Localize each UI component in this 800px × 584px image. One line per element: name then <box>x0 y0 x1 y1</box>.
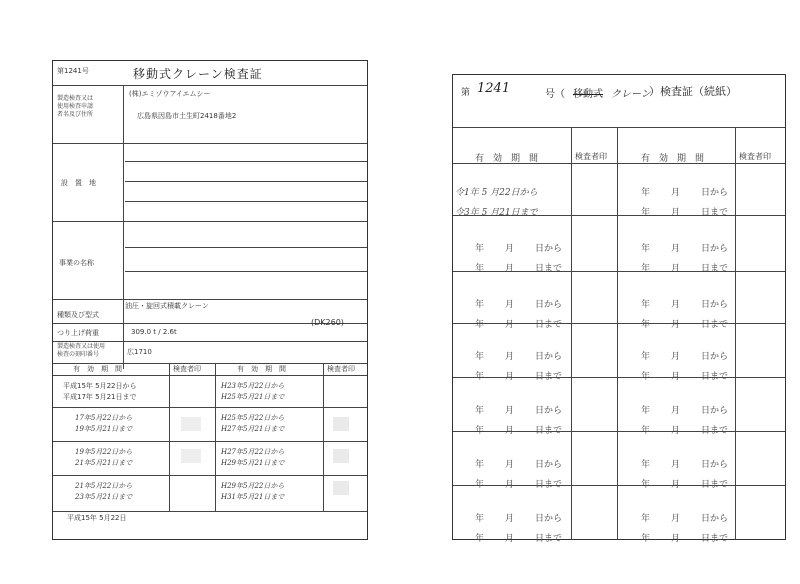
header-mid: 号（ <box>545 89 565 100</box>
inspection-certificate-page <box>52 60 368 540</box>
date-field-label: 月 <box>505 426 515 436</box>
date-field-label: 日から <box>701 300 729 310</box>
date-field-label: 月 <box>671 300 681 310</box>
date-field-label: 年 <box>641 244 651 254</box>
date-field-label: 年 <box>475 244 485 254</box>
date-field-label: 年 <box>641 188 651 198</box>
date-field-label: 年 <box>475 534 485 544</box>
date-field-label: 月 <box>671 264 681 274</box>
date-field-label: 年 <box>641 460 651 470</box>
capacity-label: つり上げ荷重 <box>57 329 99 337</box>
col-stamp-header: 検査者印 <box>575 152 607 161</box>
inspector-stamp <box>333 481 349 495</box>
date-field-label: 月 <box>671 372 681 382</box>
date-field-label: 月 <box>505 244 515 254</box>
date-field-label: 年 <box>475 460 485 470</box>
inspector-stamp <box>181 449 201 463</box>
date-field-label: 月 <box>505 514 515 524</box>
date-field-label: 日まで <box>535 426 563 436</box>
date-field-label: 月 <box>505 300 515 310</box>
date-field-label: 年 <box>641 320 651 330</box>
date-field-label: 年 <box>641 372 651 382</box>
date-field-label: 年 <box>641 534 651 544</box>
date-field-label: 年 <box>475 300 485 310</box>
inspector-stamp <box>333 417 349 431</box>
date-field-label: 日まで <box>701 264 729 274</box>
table-header-stamp-1: 検査者印 <box>173 365 201 373</box>
date-field-label: 日まで <box>535 372 563 382</box>
business-name-label: 事業の名称 <box>59 259 94 267</box>
date-field-label: 月 <box>671 208 681 218</box>
date-field-label: 月 <box>671 426 681 436</box>
inspector-stamp <box>181 417 201 431</box>
validity-row: 19年5月22日から 21年5月21日まで <box>75 448 133 467</box>
capacity-value: 309.0 t / 2.6t <box>131 328 177 336</box>
date-field-label: 日から <box>701 244 729 254</box>
date-field-label: 日から <box>701 188 729 198</box>
date-field-label: 日から <box>535 352 563 362</box>
date-field-label: 月 <box>671 480 681 490</box>
date-field-label: 月 <box>671 188 681 198</box>
table-header-validity-1: 有 効 期 間 <box>73 365 122 373</box>
validity-row: 17年5月22日から 19年5月21日まで <box>75 414 133 433</box>
date-field-label: 月 <box>505 480 515 490</box>
date-field-label: 年 <box>641 300 651 310</box>
date-field-label: 日まで <box>535 264 563 274</box>
validity-row: 平成15年 5月22日から 平成17年 5月21日まで <box>63 382 137 401</box>
date-field-label: 年 <box>641 426 651 436</box>
date-field-label: 年 <box>641 208 651 218</box>
model-code: (DK260) <box>311 318 344 327</box>
date-field-label: 年 <box>641 480 651 490</box>
date-field-label: 月 <box>505 320 515 330</box>
issue-date: 平成15年 5月22日 <box>67 514 127 522</box>
date-field-label: 年 <box>641 406 651 416</box>
date-field-label: 月 <box>671 460 681 470</box>
date-field-label: 日まで <box>701 480 729 490</box>
form-number: 第1241号 <box>57 67 89 75</box>
date-field-label: 月 <box>671 352 681 362</box>
date-field-label: 年 <box>641 352 651 362</box>
date-field-label: 年 <box>475 480 485 490</box>
validity-row: H23年5月22日から H25年5月21日まで <box>221 382 285 401</box>
table-header-validity-2: 有 効 期 間 <box>237 365 286 373</box>
type-label: 種類及び型式 <box>57 311 99 319</box>
date-field-label: 月 <box>505 406 515 416</box>
manufacturer-name: (株)エミゾウアイエムシー <box>129 90 211 98</box>
date-field-label: 年 <box>475 264 485 274</box>
certificate-number: 1241 <box>477 81 511 96</box>
date-field-label: 日まで <box>535 534 563 544</box>
date-field-label: 月 <box>671 534 681 544</box>
date-field-label: 日から <box>535 514 563 524</box>
date-field-label: 日まで <box>701 372 729 382</box>
inspection-number-label: 製造検査又は使用 検査の刻印番号 <box>57 343 106 358</box>
header-suffix: ）検査証（続紙） <box>649 85 737 98</box>
certificate-title: 移動式クレーン検査証 <box>133 67 263 81</box>
inspector-stamp <box>333 449 349 463</box>
date-field-label: 年 <box>475 406 485 416</box>
date-field-label: 月 <box>671 244 681 254</box>
col-validity-header: 有 効 期 間 <box>641 154 705 164</box>
date-field-label: 日から <box>701 514 729 524</box>
date-field-label: 年 <box>641 514 651 524</box>
crossed-out-text: 移動式 <box>573 89 603 100</box>
crane-type: 油圧・旋回式積載クレーン <box>125 302 209 310</box>
date-field-label: 年 <box>475 320 485 330</box>
validity-row: H29年5月22日から H31年5月21日まで <box>221 482 285 501</box>
date-field-label: 日まで <box>701 208 729 218</box>
date-field-label: 月 <box>671 514 681 524</box>
date-field-label: 年 <box>475 426 485 436</box>
date-field-label: 日まで <box>535 320 563 330</box>
date-field-label: 月 <box>505 352 515 362</box>
date-field-label: 年 <box>475 372 485 382</box>
manufacturer-address: 広島県因島市土生町2418番地2 <box>137 112 237 120</box>
date-field-label: 日まで <box>701 320 729 330</box>
date-field-label: 日から <box>535 460 563 470</box>
date-field-label: 年 <box>641 264 651 274</box>
date-field-label: 日から <box>701 352 729 362</box>
date-field-label: 日から <box>701 460 729 470</box>
date-field-label: 月 <box>505 534 515 544</box>
validity-row: H27年5月22日から H29年5月21日まで <box>221 448 285 467</box>
manufacturer-label: 製造検査又は 使用検査申請 者名及び住所 <box>57 95 94 118</box>
date-field-label: 日から <box>535 300 563 310</box>
date-field-label: 月 <box>671 406 681 416</box>
date-field-label: 月 <box>671 320 681 330</box>
date-field-label: 年 <box>475 352 485 362</box>
date-field-label: 月 <box>505 460 515 470</box>
inspection-number-value: 広1710 <box>127 348 152 356</box>
date-field-label: 日から <box>535 406 563 416</box>
validity-row: 21年5月22日から 23年5月21日まで <box>75 482 133 501</box>
date-field-label: 月 <box>505 372 515 382</box>
col-validity-header: 有 効 期 間 <box>475 154 539 164</box>
date-field-label: 年 <box>475 514 485 524</box>
date-field-label: 日まで <box>701 534 729 544</box>
date-field-label: 月 <box>505 264 515 274</box>
inspection-certificate-continuation <box>452 74 786 544</box>
date-field-label: 日まで <box>535 480 563 490</box>
handwritten-type: クレーン <box>611 89 651 100</box>
validity-row: H25年5月22日から H27年5月21日まで <box>221 414 285 433</box>
date-field-label: 日から <box>701 406 729 416</box>
col-stamp-header: 検査者印 <box>739 152 771 161</box>
table-header-stamp-2: 検査者印 <box>327 365 355 373</box>
date-field-label: 日から <box>535 244 563 254</box>
validity-to: 令3年 5 月21日まで <box>455 208 538 218</box>
header-prefix: 第 <box>461 88 471 98</box>
installation-label: 設 置 地 <box>61 179 96 187</box>
date-field-label: 日まで <box>701 426 729 436</box>
validity-from: 令1年 5 月22日から <box>455 188 538 198</box>
